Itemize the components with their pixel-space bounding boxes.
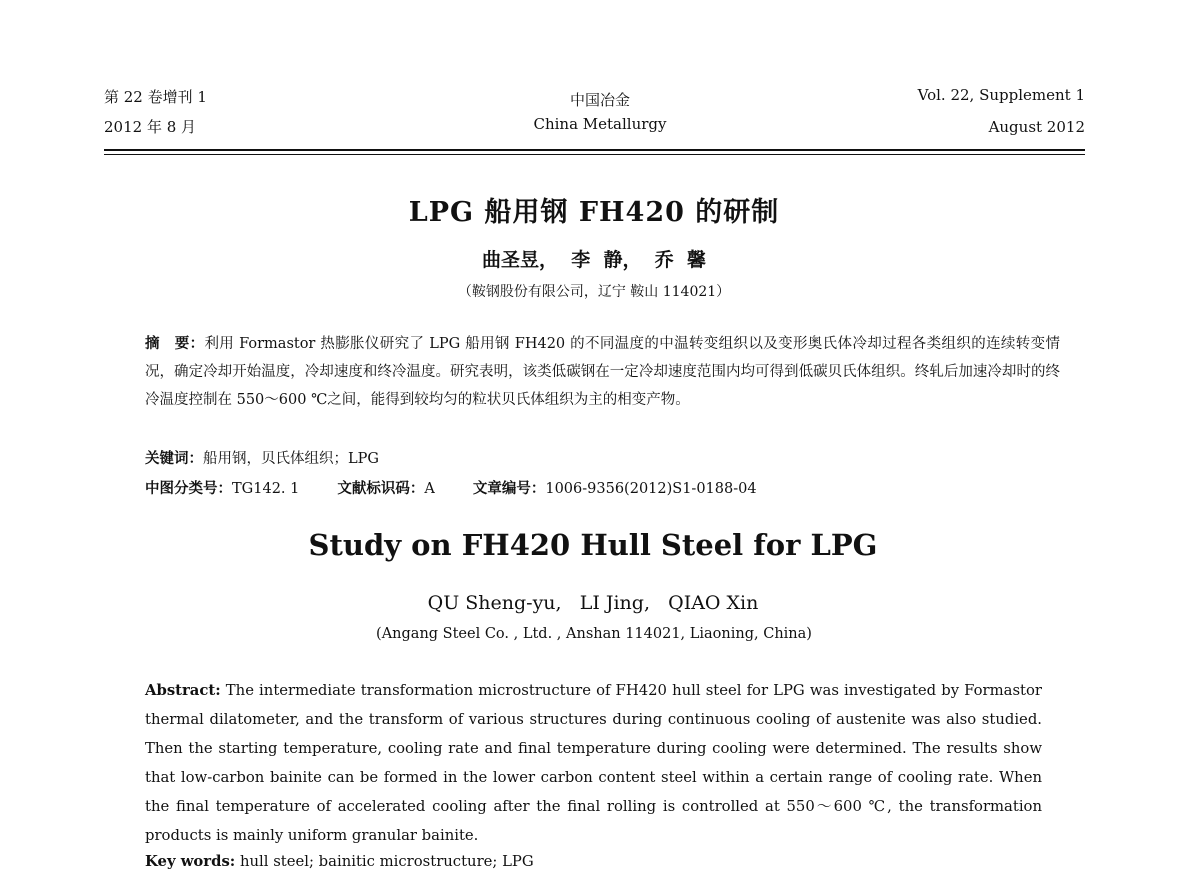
clc-value: TG142. 1 bbox=[232, 481, 300, 497]
article-no-label: 文章编号： bbox=[472, 480, 546, 497]
keywords-en bbox=[145, 852, 534, 872]
affiliation-cn: （鞍钢股份有限公司，辽宁 鞍山 114021） bbox=[457, 284, 731, 300]
header-rule-thin bbox=[104, 154, 1085, 155]
doc-code-value: A bbox=[424, 481, 435, 497]
keywords-cn-text: 船用钢，贝氏体组织；LPG bbox=[203, 451, 379, 467]
journal-name-en: China Metallurgy bbox=[533, 115, 667, 133]
authors-en: QU Sheng-yu, LI Jing, QIAO Xin bbox=[427, 592, 759, 614]
volume-cn: 第 22 卷增刊 1 bbox=[104, 88, 207, 106]
abstract-en-label: Abstract: bbox=[145, 682, 221, 699]
article-no-value: 1006-9356(2012)S1-0188-04 bbox=[545, 481, 757, 497]
volume-en: Vol. 22, Supplement 1 bbox=[917, 86, 1085, 104]
abstract-en bbox=[145, 676, 1042, 850]
title-cn: LPG 船用钢 FH420 的研制 bbox=[408, 197, 780, 228]
affiliation-en: (Angang Steel Co. , Ltd. , Anshan 114021, Liaoning, China) bbox=[376, 626, 812, 642]
clc-label: 中图分类号： bbox=[145, 480, 232, 497]
header-rule-thick bbox=[104, 149, 1085, 151]
classification-line bbox=[145, 479, 757, 499]
abstract-cn bbox=[145, 330, 1060, 414]
keywords-en-label: Key words: bbox=[145, 853, 236, 870]
date-en: August 2012 bbox=[988, 118, 1085, 136]
authors-cn: 曲圣昱， 李 静， 乔 馨 bbox=[482, 249, 706, 271]
keywords-cn-label: 关键词： bbox=[145, 450, 203, 467]
title-en: Study on FH420 Hull Steel for LPG bbox=[308, 528, 878, 562]
abstract-cn-label: 摘 要： bbox=[145, 335, 205, 352]
abstract-en-text: The intermediate transformation microstructure of FH420 hull steel for LPG was investigated by Formastor thermal dilatometer, and the transform of various structures during continuous cooling of austenite was also studied. Then the starting temperature, cooling rate and final temperature during cooling were determined. The results show that low-carbon bainite can be formed in the lower carbon content steel within a certain range of cooling rate. When the final temperature of accelerated cooling after the final rolling is controlled at 550～600 ℃, the transformation products is mainly uniform granular bainite. bbox=[145, 682, 1042, 844]
keywords-cn bbox=[145, 449, 379, 469]
keywords-en-text: hull steel; bainitic microstructure; LPG bbox=[239, 853, 534, 870]
journal-name-cn: 中国冶金 bbox=[569, 91, 630, 109]
abstract-cn-text: 利用 Formastor 热膨胀仪研究了 LPG 船用钢 FH420 的不同温度的中温转变组织以及变形奥氏体冷却过程各类组织的连续转变情况，确定冷却开始温度，冷却速度和终冷温度。研究表明，该类低碳钢在一定冷却速度范围内均可得到低碳贝氏体组织。终轧后加速冷却时的终冷温度控制在 550～600 ℃之间，能得到较均匀的粒状贝氏体组织为主的相变产物。 bbox=[145, 336, 1061, 408]
doc-code-label: 文献标识码： bbox=[337, 480, 425, 497]
date-cn: 2012 年 8 月 bbox=[104, 118, 197, 136]
